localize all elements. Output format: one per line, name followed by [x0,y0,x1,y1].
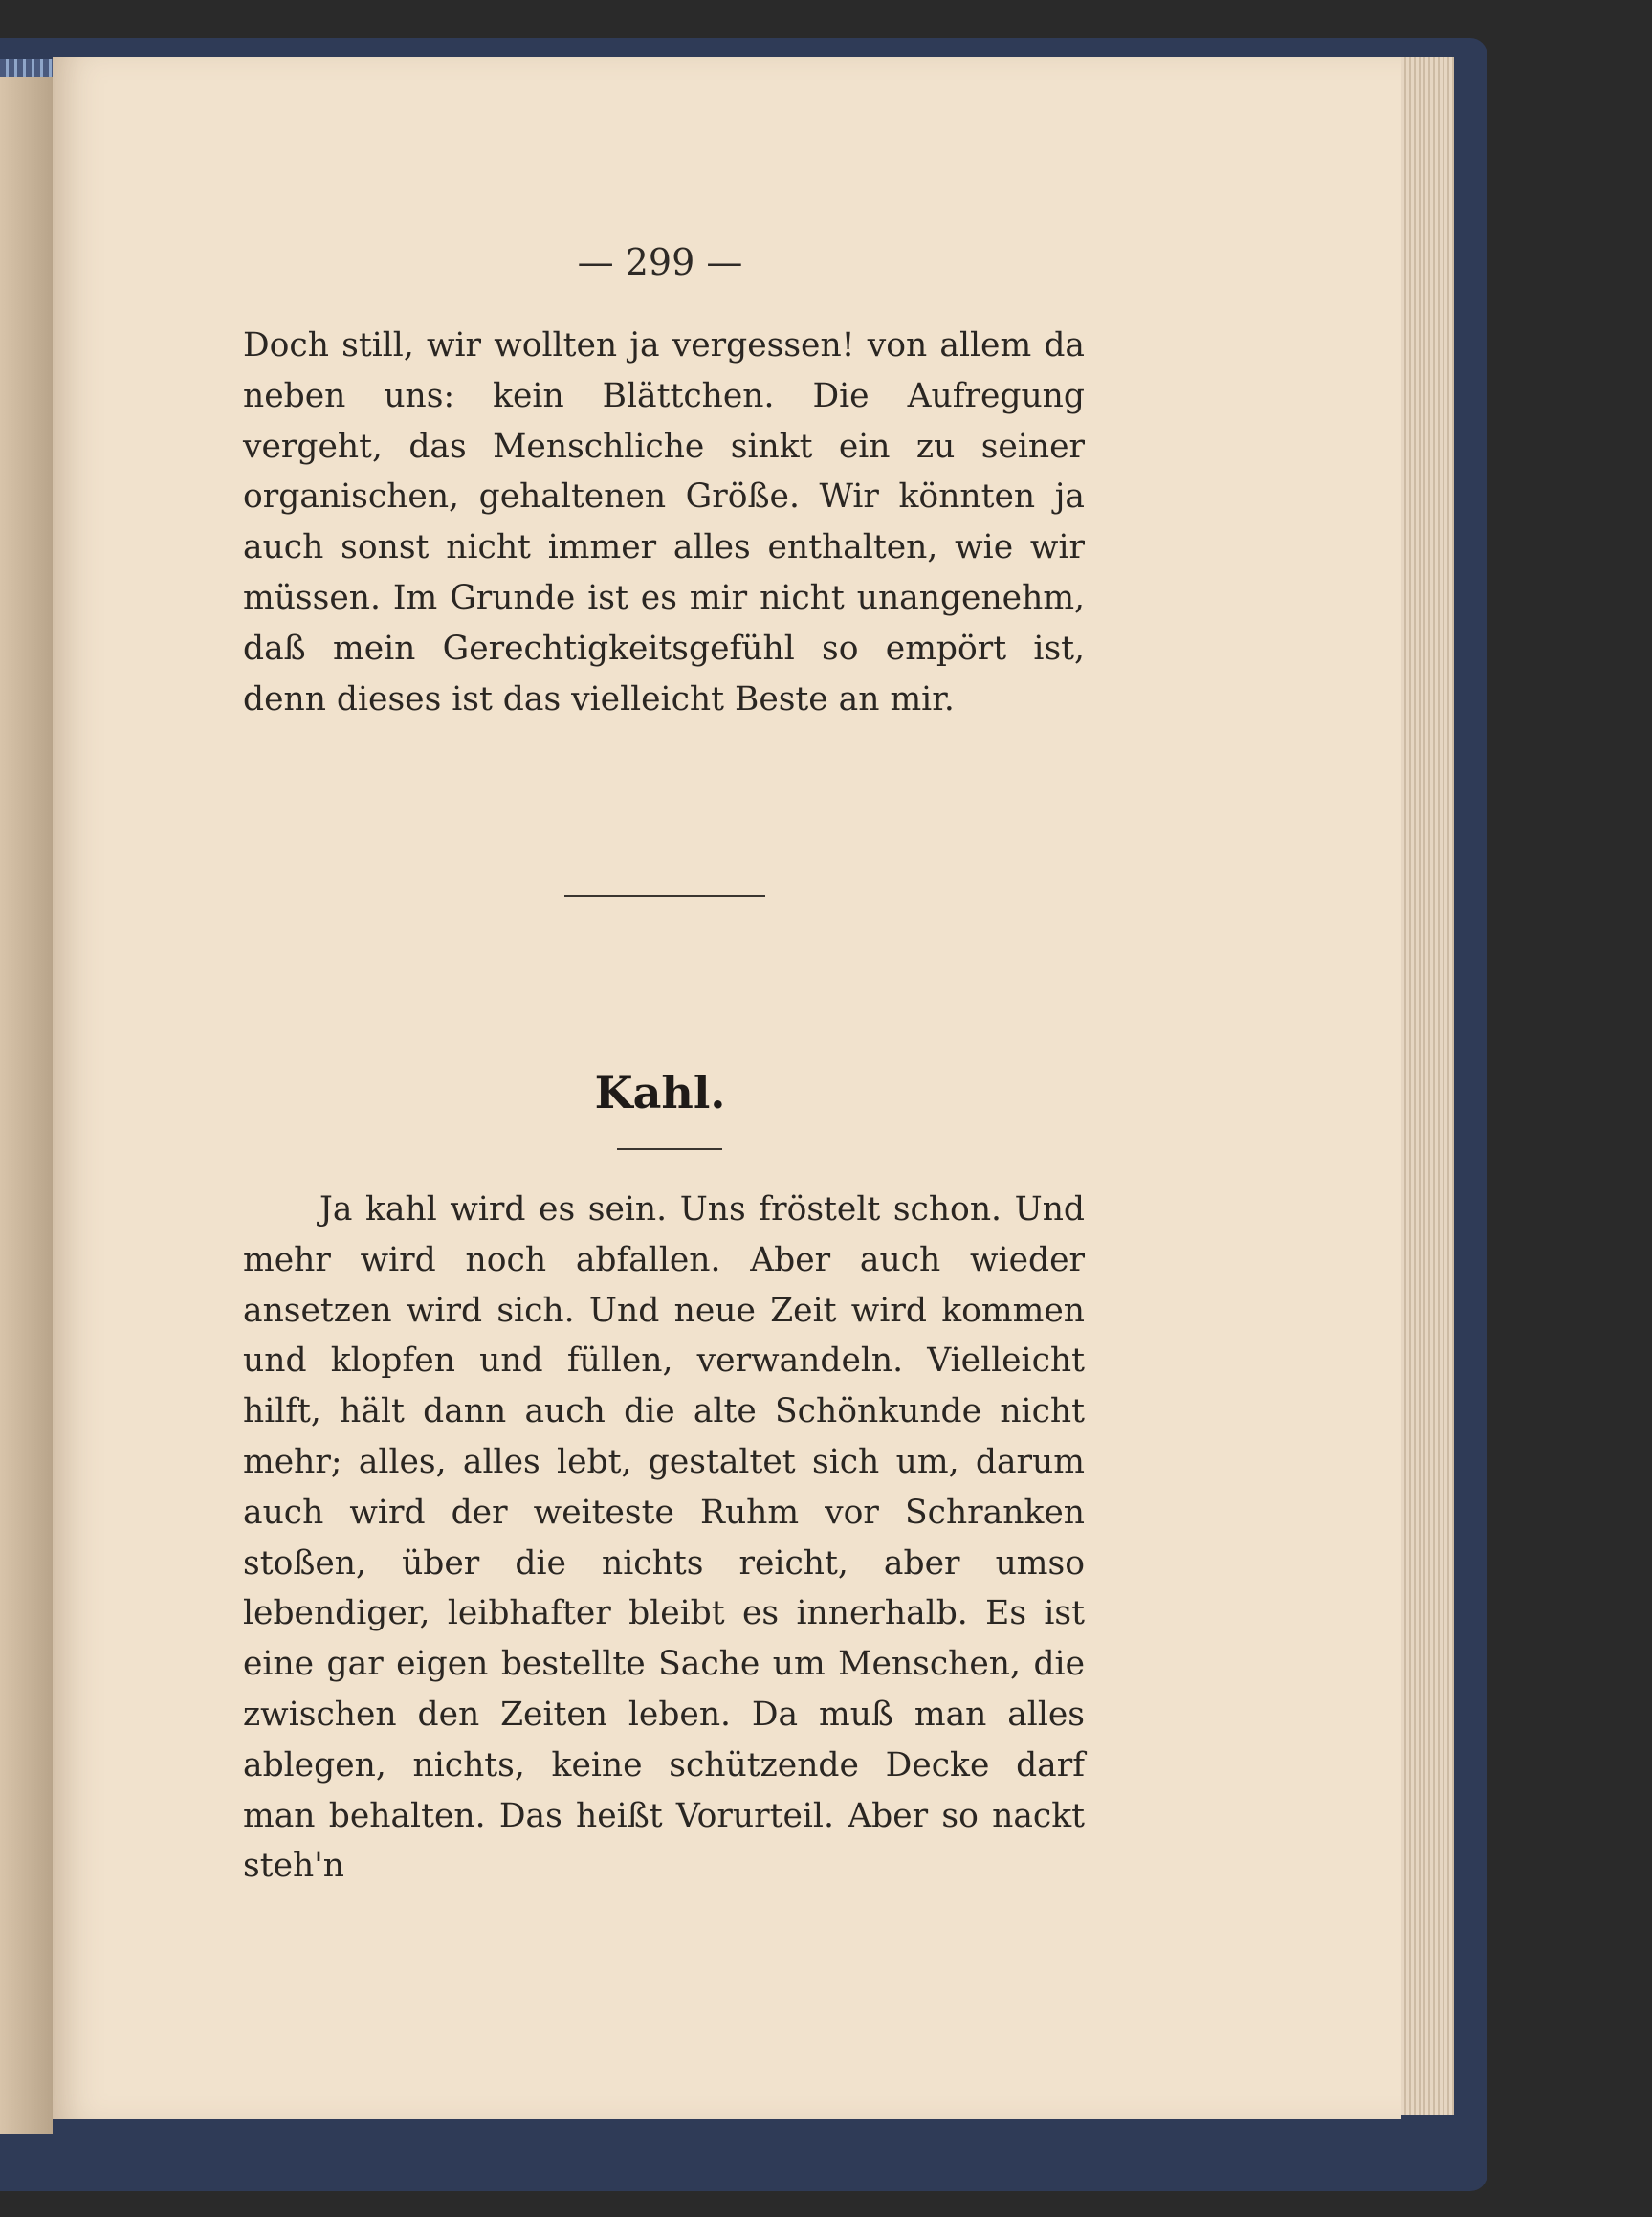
section-title: Kahl. [594,1067,726,1119]
title-underline [617,1148,722,1150]
section2-text [243,1185,1085,1892]
left-page-edge [0,77,53,2134]
page-stack-edge [1397,57,1454,2115]
section1-text [243,321,1085,724]
section1-paragraph: Doch still, wir wollten ja vergessen! von allem da neben uns: kein Blättchen. Die Aufregung vergeht, das Menschliche sinkt ein zu seiner organischen, gehaltenen Größe. Wir könnten ja auch sonst nicht immer alles enthalten, wie wir müssen. Im Grunde ist es mir nicht unangenehm, daß mein Gerechtigkeitsgefühl so empört ist, denn dieses ist das vielleicht Beste an mir. [243,326,1085,719]
section-divider [564,895,765,897]
section2-paragraph: Ja kahl wird es sein. Uns fröstelt schon. Und mehr wird noch abfallen. Aber auch wieder ansetzen wird sich. Und neue Zeit wird kommen und klopfen und füllen, verwandeln. Vielleicht hilft, hält dann auch die alte Schönkunde nicht mehr; alles, alles lebt, gestaltet sich um, darum auch wird der weiteste Ruhm vor Schranken stoßen, über die nichts reicht, aber umso lebendiger, leibhafter bleibt es innerhalb. Es ist eine gar eigen bestellte Sache um Menschen, die zwischen den Zeiten leben. Da muß man alles ablegen, nichts, keine schützende Decke darf man behalten. Das heißt Vorurteil. Aber so nackt steh'n [243,1190,1085,1886]
page-number-header: — 299 — [577,241,743,283]
